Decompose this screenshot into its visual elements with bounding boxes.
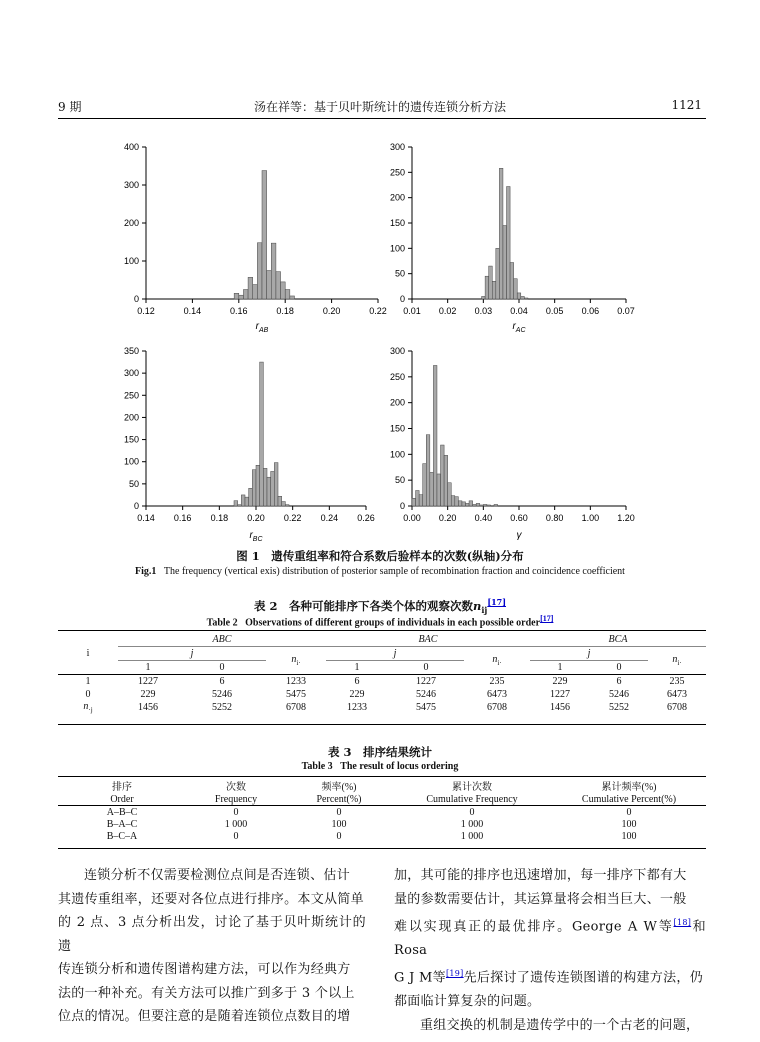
y-tick-label: 300 xyxy=(123,180,139,190)
table3-cell: 1 000 xyxy=(224,818,248,830)
histogram-bar xyxy=(248,277,253,299)
x-tick-label: 0.12 xyxy=(137,306,155,316)
table3-cell: B–C–A xyxy=(106,830,138,842)
x-axis-label: $r_{AC}$ xyxy=(512,321,526,334)
table3-cell: A–B–C xyxy=(106,806,138,818)
table2-cell: 5246 xyxy=(416,689,436,700)
body-line: 量的参数需要估计，其运算量将会相当巨大、一般 xyxy=(394,891,687,907)
table2-row xyxy=(58,701,706,714)
x-tick-label: 0.07 xyxy=(617,306,635,316)
y-tick-label: 0 xyxy=(399,501,405,511)
page-number: 1121 xyxy=(671,98,702,112)
histogram-bar xyxy=(260,362,264,506)
x-tick-label: 0.20 xyxy=(247,513,265,523)
body-line: 法的一种补充。有关方法可以推广到多于 3 个以上 xyxy=(58,985,355,1001)
table3-row xyxy=(58,806,706,819)
histogram-bar xyxy=(485,276,489,299)
histogram-bar xyxy=(483,504,487,506)
t3-header-order-cn: 排序 xyxy=(112,782,132,793)
histogram-bar xyxy=(437,474,441,506)
table3-top-rule xyxy=(58,776,706,777)
y-tick-label: 200 xyxy=(389,192,405,203)
table2-caption-en xyxy=(0,614,760,628)
body-line: 传连锁分析和遗传图谱构建方法，可以作为经典方 xyxy=(58,962,351,977)
histogram-bar xyxy=(285,290,290,300)
t3-header-percent-en: Percent(%) xyxy=(316,793,362,805)
histogram-bar xyxy=(245,497,249,506)
table2-cell: 1456 xyxy=(550,702,570,713)
y-tick-label: 100 xyxy=(389,449,405,460)
y-tick-label: 200 xyxy=(123,412,139,423)
figure1-caption-cn: 图 1 遗传重组率和符合系数后验样本的次数(纵轴)分布 xyxy=(236,549,524,563)
histogram-bar xyxy=(507,187,511,299)
citation-18-link[interactable]: [18] xyxy=(673,918,692,927)
histogram-bar xyxy=(278,496,282,506)
histogram-bar xyxy=(249,488,253,506)
y-tick-label: 50 xyxy=(394,268,405,279)
y-tick-label: 100 xyxy=(389,243,405,254)
x-tick-label: 0.22 xyxy=(369,306,387,316)
t3-header-frequency-en: Frequency xyxy=(214,793,258,805)
histogram-bar xyxy=(252,470,256,506)
table2-cell: 5475 xyxy=(286,689,306,700)
running-title: 汤在祥等：基于贝叶斯统计的遗传连锁分析方法 xyxy=(253,100,506,114)
table2-cell: 1233 xyxy=(347,702,367,713)
histogram-bar xyxy=(455,497,459,506)
row-label: 0 xyxy=(85,689,91,700)
histogram-bar xyxy=(262,171,267,299)
table2-cell: 1227 xyxy=(550,689,570,700)
histogram-bar xyxy=(514,279,518,299)
histogram-bar xyxy=(263,468,267,506)
histogram-bar xyxy=(267,271,272,300)
x-tick-label: 0.60 xyxy=(510,513,528,523)
histogram-bar xyxy=(271,243,276,299)
y-tick-label: 0 xyxy=(133,294,139,304)
y-tick-label: 100 xyxy=(123,456,139,467)
t3-header-order-en: Order xyxy=(110,793,134,805)
t3-header-cumfreq-en: Cumulative Frequency xyxy=(426,793,518,805)
y-tick-label: 350 xyxy=(123,346,139,356)
group-header-bca: BCA xyxy=(530,633,706,647)
y-tick-label: 150 xyxy=(123,434,139,445)
y-tick-label: 0 xyxy=(399,294,405,304)
figure1-caption-text: The frequency (vertical exis) distribution of posterior sample of recombination fraction and coincidence coefficient xyxy=(163,566,625,577)
table2-cell: 229 xyxy=(552,676,568,687)
table2-cell: 6708 xyxy=(487,702,507,713)
table2-cell: 6473 xyxy=(667,689,687,700)
y-tick-label: 300 xyxy=(389,142,405,152)
table2-cell: 6708 xyxy=(286,702,306,713)
table2-cell: 235 xyxy=(489,676,505,687)
body-line: 的 2 点、3 点分析出发，讨论了基于贝叶斯统计的遗 xyxy=(58,915,366,954)
table2 xyxy=(58,633,706,714)
x-tick-label: 0.03 xyxy=(474,306,493,316)
histogram-bar xyxy=(433,365,437,506)
histogram-bar xyxy=(444,455,448,506)
table2-cell: 6473 xyxy=(487,689,507,700)
table3-caption-en-text: The result of locus ordering xyxy=(340,761,459,772)
table2-cell: 1233 xyxy=(286,676,306,687)
body-right-column xyxy=(394,864,706,1037)
table2-caption-en-text: Observations of different groups of individuals in each possible order xyxy=(245,617,541,629)
table3-bottom-rule xyxy=(58,848,706,849)
x-tick-label: 0.00 xyxy=(403,513,421,523)
histogram-bar xyxy=(469,501,473,506)
x-axis-label: γ xyxy=(516,530,522,541)
table2-cell: 5246 xyxy=(212,689,232,700)
histogram-gamma xyxy=(370,340,640,545)
histogram-bar xyxy=(267,477,271,506)
histogram-bar xyxy=(496,248,500,299)
table3-cell: 100 xyxy=(621,830,637,842)
group-header-abc: ABC xyxy=(118,633,326,647)
table2-caption-sub: ij xyxy=(481,605,488,616)
t3-header-cumpct-en: Cumulative Percent(%) xyxy=(581,793,677,805)
table2-cell: 6 xyxy=(354,676,360,687)
subcol-1: 1 xyxy=(145,662,151,673)
table3-cell: 1 000 xyxy=(460,818,484,830)
table3-cell: 100 xyxy=(331,818,347,830)
histogram-bar xyxy=(489,266,493,299)
x-tick-label: 0.16 xyxy=(173,513,192,523)
table3-caption-cn: 表 3 排序结果统计 xyxy=(327,745,432,759)
x-tick-label: 0.18 xyxy=(276,306,294,316)
histogram-bar xyxy=(282,502,286,506)
table2-cell: 235 xyxy=(669,676,685,687)
table2-caption-text: 表 2 各种可能排序下各类个体的观察次数 xyxy=(253,598,473,613)
y-tick-label: 50 xyxy=(128,478,139,489)
histogram-bar xyxy=(253,285,258,299)
histogram-bar xyxy=(494,504,498,506)
table2-bottom-rule xyxy=(58,724,706,725)
histogram-bar xyxy=(492,281,496,299)
histogram-bar xyxy=(466,503,470,506)
x-tick-label: 0.24 xyxy=(320,513,339,523)
y-tick-label: 100 xyxy=(123,256,139,266)
table2-cell: 6 xyxy=(219,676,225,687)
subcol-0: 0 xyxy=(423,662,429,673)
y-tick-label: 250 xyxy=(389,371,405,382)
table3-cell: 0 xyxy=(233,806,239,818)
j-header: j xyxy=(118,647,266,661)
body-line: 连锁分析不仅需要检测位点间是否连锁、估计 xyxy=(84,868,351,883)
subcol-0: 0 xyxy=(219,662,225,673)
histogram-bar xyxy=(499,168,503,299)
histogram-bar xyxy=(451,496,455,506)
table2-cell: 1227 xyxy=(138,676,158,687)
histogram-bar xyxy=(234,501,238,506)
x-tick-label: 0.18 xyxy=(210,513,229,523)
y-tick-label: 50 xyxy=(394,475,405,486)
table2-cell: 229 xyxy=(140,689,156,700)
x-axis-label: $r_{BC}$ xyxy=(249,530,263,543)
table3-label: Table 3 xyxy=(301,761,333,772)
table2-cell: 6708 xyxy=(667,702,687,713)
body-line: 都面临计算复杂的问题。 xyxy=(394,994,541,1010)
histogram-bar xyxy=(462,502,466,506)
histogram-bar xyxy=(482,296,486,299)
histogram-bar xyxy=(274,463,278,506)
histogram-rbc xyxy=(100,340,390,545)
x-axis-label: $r_{AB}$ xyxy=(255,321,269,334)
histogram-rac xyxy=(370,136,640,336)
figure1-caption-en xyxy=(0,566,760,577)
table2-cite-link[interactable]: [17] xyxy=(487,597,507,607)
table3-cell: 100 xyxy=(621,818,637,830)
body-line: 位点的情况。但要注意的是随着连锁位点数目的增 xyxy=(58,1009,351,1024)
histogram-bar xyxy=(281,282,286,299)
histogram-bar xyxy=(416,491,420,507)
table3-row xyxy=(58,818,706,830)
histogram-bar xyxy=(419,495,423,506)
subcol-1: 1 xyxy=(557,662,563,673)
table3 xyxy=(58,778,706,842)
table2-cell: 1227 xyxy=(416,676,436,687)
x-tick-label: 0.20 xyxy=(438,513,457,523)
x-tick-label: 1.20 xyxy=(617,513,635,523)
x-tick-label: 0.05 xyxy=(545,306,564,316)
y-tick-label: 150 xyxy=(389,423,405,434)
x-tick-label: 0.22 xyxy=(283,513,302,523)
x-tick-label: 0.04 xyxy=(510,306,528,316)
table2-caption-var: n xyxy=(473,598,482,613)
histogram-bar xyxy=(238,505,242,506)
x-tick-label: 0.80 xyxy=(545,513,564,523)
table2-caption-cn xyxy=(0,597,760,615)
histogram-bar xyxy=(412,498,416,506)
group-header-bac: BAC xyxy=(326,633,530,647)
body-line: 其遗传重组率，还要对各位点进行排序。本文从简单 xyxy=(58,891,364,907)
table3-row xyxy=(58,830,706,842)
table2-cell: 5246 xyxy=(609,689,629,700)
histogram-bar xyxy=(257,243,262,299)
y-tick-label: 0 xyxy=(133,501,139,511)
t3-header-percent-cn: 频率(%) xyxy=(321,782,357,793)
y-tick-label: 400 xyxy=(123,142,139,152)
histogram-bar xyxy=(480,505,484,506)
y-tick-label: 300 xyxy=(123,368,139,379)
histogram-bar xyxy=(510,263,514,299)
histogram-bar xyxy=(426,435,430,506)
table3-cell: 0 xyxy=(469,806,475,818)
histogram-bar xyxy=(430,472,434,506)
t3-header-frequency-cn: 次数 xyxy=(226,782,246,793)
subcol-1: 1 xyxy=(354,662,360,673)
j-header: j xyxy=(326,647,464,661)
table2-cell: 6 xyxy=(616,676,622,687)
ni-header: $n_{i\cdot}$ xyxy=(291,654,301,667)
body-line: 难以实现真正的最优排序。George A W等[18]和Rosa xyxy=(394,918,706,958)
x-tick-label: 0.01 xyxy=(403,306,421,316)
ni-header: $n_{i\cdot}$ xyxy=(672,654,682,667)
table2-label: Table 2 xyxy=(206,617,238,629)
y-tick-label: 200 xyxy=(123,218,139,228)
y-tick-label: 250 xyxy=(123,390,139,401)
histogram-bar xyxy=(487,505,491,506)
table2-cell: 5252 xyxy=(212,702,232,713)
table2-cite-link-en[interactable]: [17] xyxy=(540,614,554,623)
table3-caption-en xyxy=(0,761,760,772)
table3-cell: 0 xyxy=(336,830,342,842)
x-tick-label: 0.16 xyxy=(230,306,248,316)
table3-cell: 0 xyxy=(626,806,632,818)
body-line: G J M等[19]先后探讨了遗传连锁图谱的构建方法，仍 xyxy=(394,969,704,986)
histogram-bar xyxy=(521,296,525,299)
table3-cell: 0 xyxy=(336,806,342,818)
histogram-bar xyxy=(271,471,275,506)
figure1-label: Fig.1 xyxy=(135,566,157,577)
y-tick-label: 200 xyxy=(389,397,405,408)
x-tick-label: 1.00 xyxy=(581,513,600,523)
table2-row xyxy=(58,688,706,701)
table2-cell: 229 xyxy=(349,689,365,700)
histogram-bar xyxy=(503,226,507,299)
histogram-bar xyxy=(473,504,477,506)
table3-cell: B–A–C xyxy=(106,818,138,830)
histogram-bar xyxy=(476,503,480,506)
x-tick-label: 0.14 xyxy=(137,513,155,523)
t3-header-cumpct-cn: 累计频率(%) xyxy=(601,782,657,793)
histogram-bar xyxy=(285,505,289,506)
histogram-bar xyxy=(276,272,281,299)
table2-row xyxy=(58,675,706,689)
table2-cell: 5252 xyxy=(609,702,629,713)
table3-cell: 0 xyxy=(233,830,239,842)
histogram-bar xyxy=(239,295,244,299)
histogram-bar xyxy=(458,501,462,506)
histogram-bar xyxy=(441,445,445,506)
y-tick-label: 150 xyxy=(389,218,405,228)
row-label: $n_{\cdot j}$ xyxy=(83,701,93,714)
subcol-0: 0 xyxy=(616,662,622,673)
x-tick-label: 0.02 xyxy=(438,306,457,316)
x-tick-label: 0.26 xyxy=(357,513,375,523)
table2-top-rule xyxy=(58,630,706,631)
y-tick-label: 300 xyxy=(389,346,405,356)
citation-19-link[interactable]: [19] xyxy=(445,969,464,979)
issue-number: 9 期 xyxy=(58,100,82,114)
histogram-bar xyxy=(290,296,295,299)
body-left-column xyxy=(58,864,366,1029)
histogram-bar xyxy=(241,495,245,506)
histogram-bar xyxy=(423,464,427,506)
x-tick-label: 0.14 xyxy=(183,306,202,316)
body-line: 重组交换的机制是遗传学中的一个古老的问题， xyxy=(420,1017,700,1033)
table3-cell: 1 000 xyxy=(460,830,484,842)
t3-header-cumfreq-cn: 累计次数 xyxy=(452,782,492,793)
histogram-bar xyxy=(448,483,452,506)
histogram-bar xyxy=(524,298,528,299)
header-rule xyxy=(58,118,706,119)
ni-header: $n_{i\cdot}$ xyxy=(492,654,502,667)
table2-cell: 1456 xyxy=(138,702,158,713)
x-tick-label: 0.06 xyxy=(581,306,600,316)
j-header: j xyxy=(530,647,648,661)
histogram-bar xyxy=(256,465,260,506)
histogram-rab xyxy=(100,136,390,336)
table2-cell: 5475 xyxy=(416,702,436,713)
x-tick-label: 0.40 xyxy=(474,513,493,523)
row-header-i: i xyxy=(86,648,90,659)
x-tick-label: 0.20 xyxy=(322,306,341,316)
histogram-bar xyxy=(243,290,248,300)
histogram-bar xyxy=(234,293,239,299)
body-line: 加，其可能的排序也迅速增加，每一排序下都有大 xyxy=(394,868,687,883)
row-label: 1 xyxy=(85,676,91,687)
histogram-bar xyxy=(517,293,521,299)
y-tick-label: 250 xyxy=(389,167,405,178)
